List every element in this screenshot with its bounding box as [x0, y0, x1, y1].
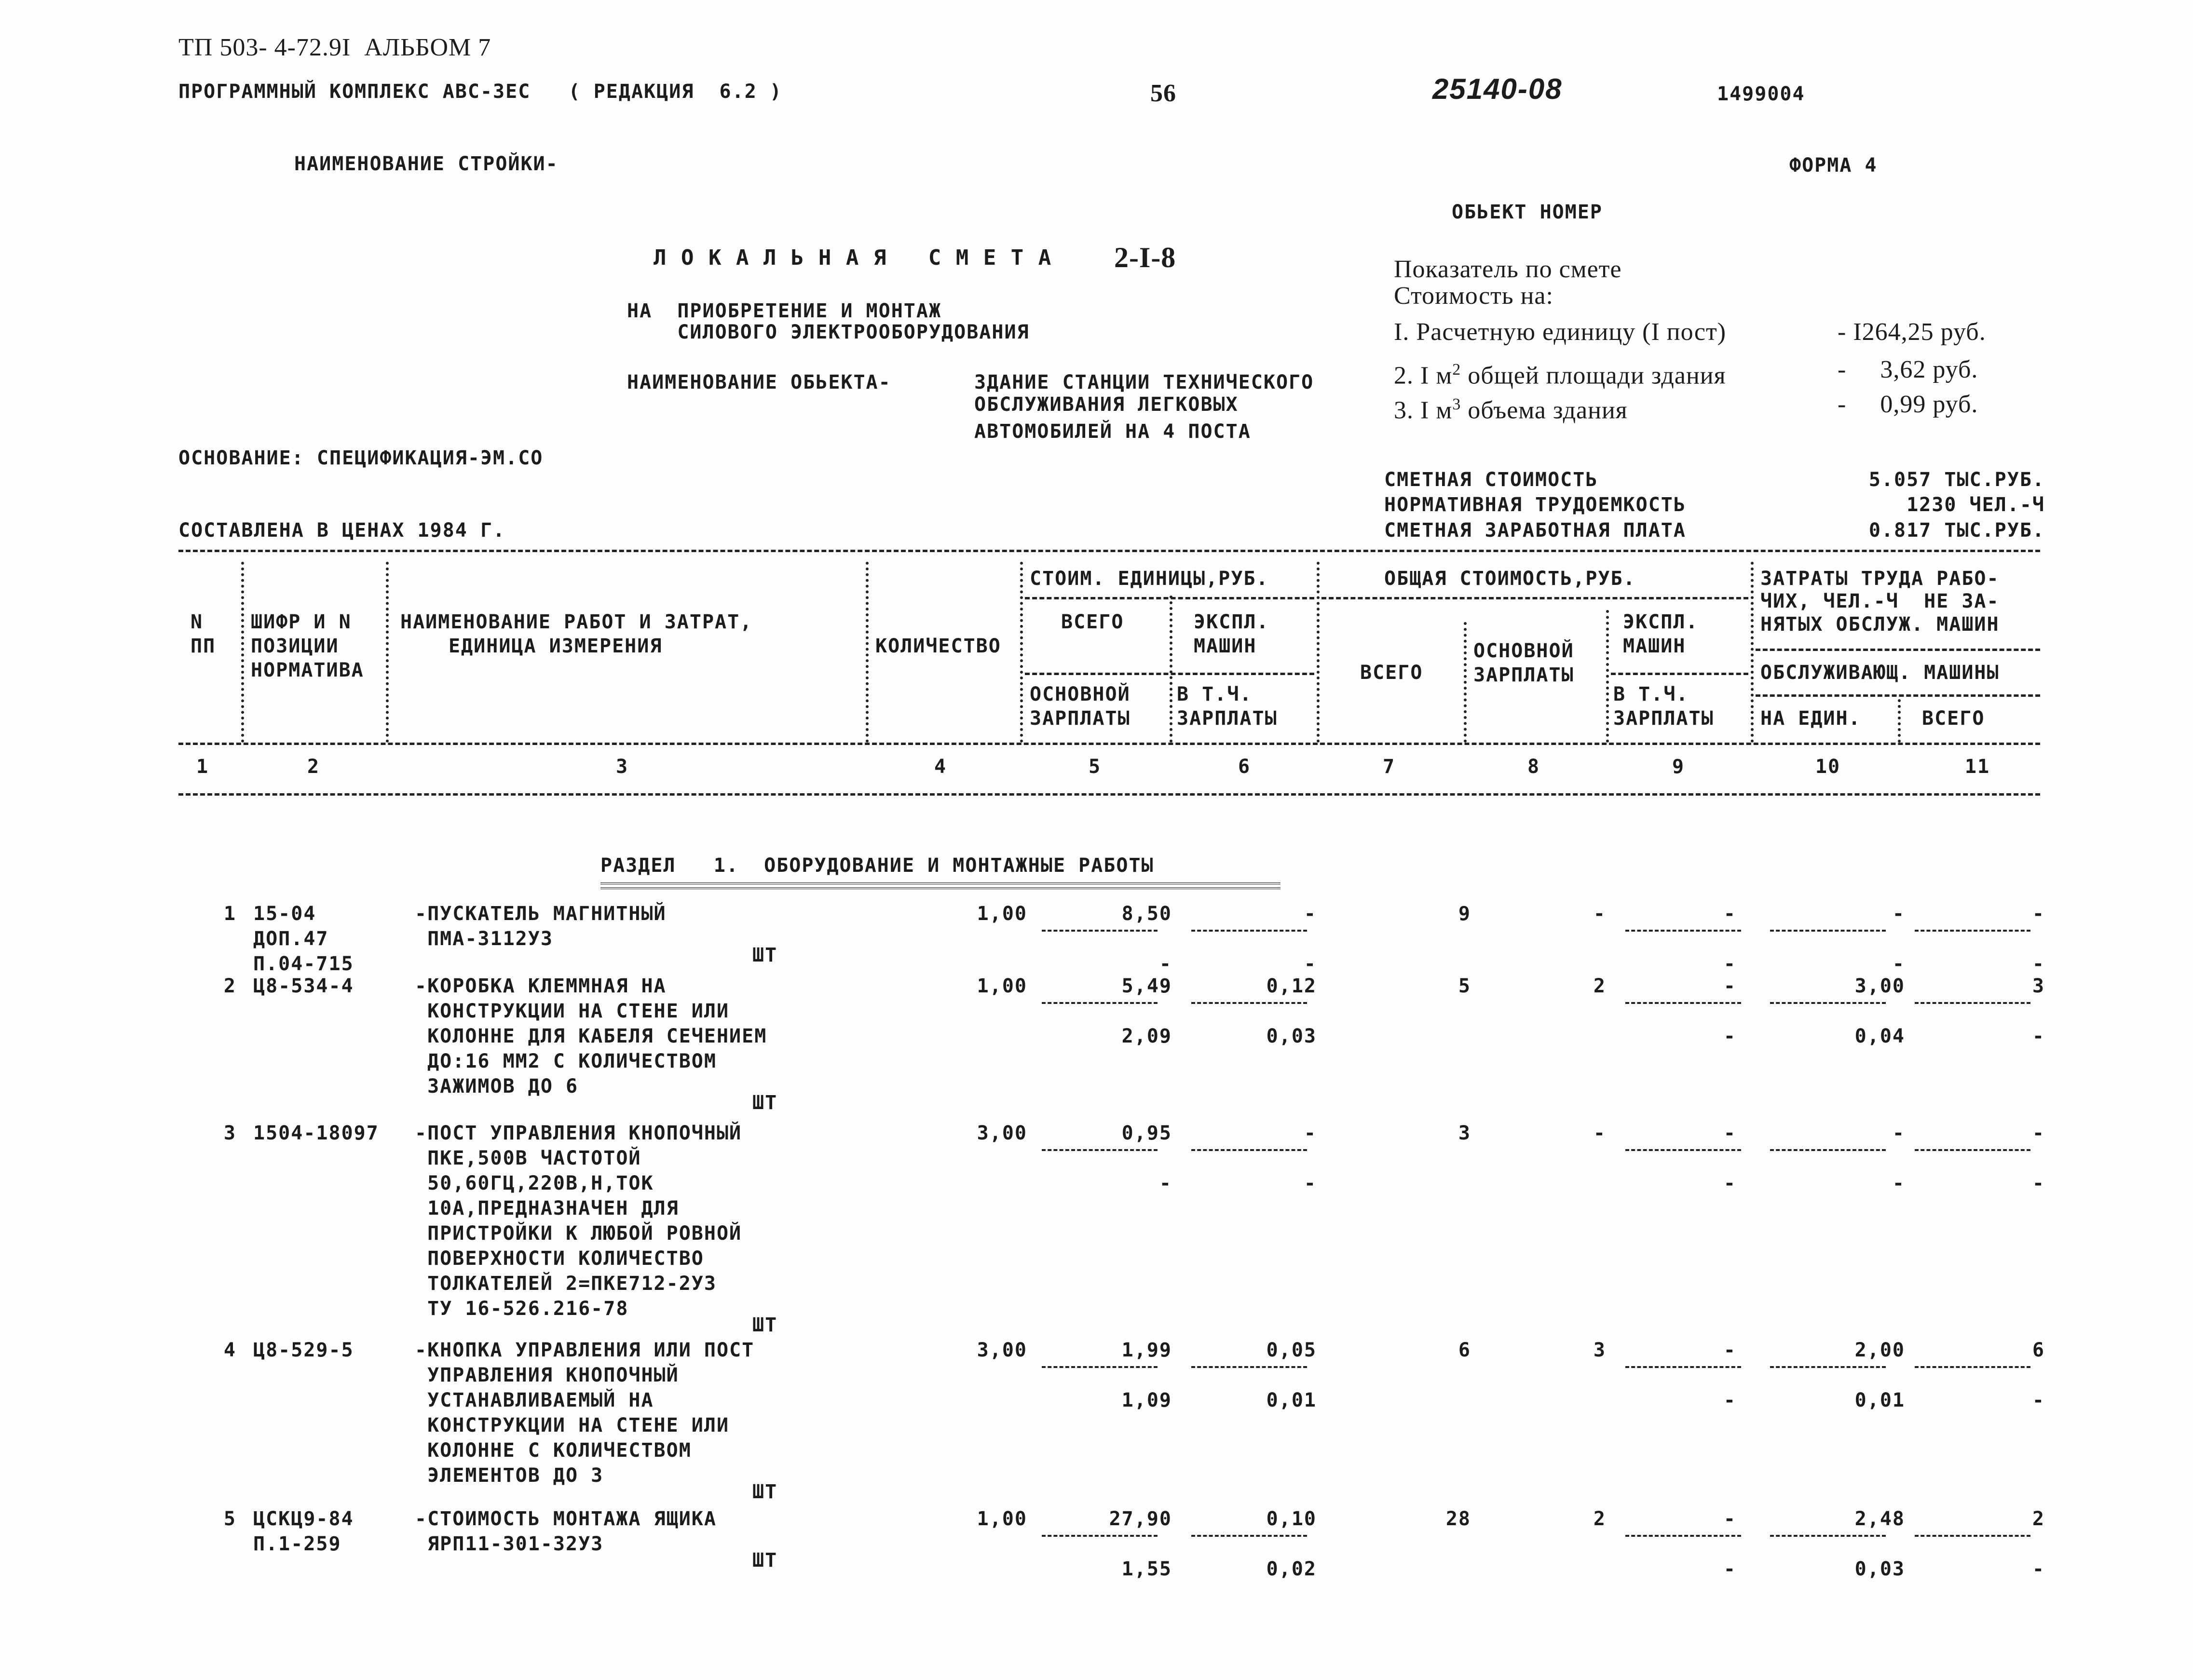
subheader-rule [1611, 673, 1748, 675]
col-sep [1020, 562, 1023, 743]
col-number-11: 11 [1964, 756, 1990, 778]
row-name-line: КОЛОННЕ ДЛЯ КАБЕЛЯ СЕЧЕНИЕМ [415, 1025, 767, 1047]
col6-header-c: В Т.Ч. [1177, 683, 1253, 705]
row-unit: ШТ [752, 1092, 778, 1114]
row-labor-per-unit: 2,00 [1854, 1339, 1905, 1361]
row-code-line: П.1-259 [253, 1533, 341, 1555]
col9-header-a: ЭКСПЛ. [1623, 611, 1699, 633]
col3-header-b: ЕДИНИЦА ИЗМЕРЕНИЯ [449, 635, 663, 657]
row-total-machines: - [1723, 903, 1736, 925]
row-machine-labor-total: - [2032, 1025, 2045, 1047]
row-name-line: ПРИСТРОЙКИ К ЛЮБОЙ РОВНОЙ [415, 1222, 742, 1245]
header-top-rule [178, 550, 2040, 552]
col1011-header-a: ЗАТРАТЫ ТРУДА РАБО- [1760, 568, 2000, 590]
col1011-header-c: НЯТЫХ ОБСЛУЖ. МАШИН [1760, 613, 2000, 636]
col-number-2: 2 [307, 756, 320, 778]
form-label: ФОРМА 4 [1789, 154, 1878, 176]
row-number: 4 [223, 1339, 236, 1361]
row-total-machines: - [1723, 1122, 1736, 1144]
row-name-line: ТУ 16-526.216-78 [415, 1298, 629, 1320]
row-labor-total: 6 [2032, 1339, 2045, 1361]
row-unit-cost-machines: 0,05 [1266, 1339, 1317, 1361]
row-name-line: ПКЕ,500В ЧАСТОТОЙ [415, 1147, 641, 1169]
row-machine-labor-total: - [2032, 1389, 2045, 1411]
col8-header-a: ОСНОВНОЙ [1473, 640, 1574, 662]
row-subrule [1191, 1149, 1307, 1151]
row-labor-per-unit: - [1892, 903, 1905, 925]
page-number: 56 [1150, 80, 1176, 107]
row-labor-total: 3 [2032, 975, 2045, 997]
row-subrule [1915, 1149, 2030, 1151]
col-sep [1751, 562, 1754, 743]
row-unit-machine-wages: 0,02 [1266, 1558, 1317, 1580]
row-number: 2 [223, 975, 236, 997]
col1-header-a: N [191, 611, 204, 633]
indicator-1-label: I. Расчетную единицу (I пост) [1394, 318, 1727, 346]
col6-header-b: МАШИН [1194, 635, 1257, 657]
row-code-line: ЦСКЦ9-84 [253, 1508, 354, 1530]
header-mid-rule [178, 743, 2040, 745]
row-unit-cost-wages: 1,55 [1121, 1558, 1172, 1580]
row-subrule [1625, 930, 1741, 932]
indicator-2-value: - 3,62 руб. [1838, 356, 1978, 383]
object-name-3: АВТОМОБИЛЕЙ НА 4 ПОСТА [974, 420, 1251, 443]
row-name-line: -КОРОБКА КЛЕММНАЯ НА [415, 975, 667, 997]
totals-wage-label: СМЕТНАЯ ЗАРАБОТНАЯ ПЛАТА [1384, 519, 1686, 542]
row-name-line: 10А,ПРЕДНАЗНАЧЕН ДЛЯ [415, 1197, 679, 1219]
subheader-rule [1756, 649, 2040, 651]
row-subrule [1625, 1002, 1741, 1004]
subheader-rule [1025, 597, 1314, 599]
row-quantity: 3,00 [977, 1122, 1027, 1144]
row-code-line: Ц8-529-5 [253, 1339, 354, 1361]
col-sep [1606, 610, 1609, 743]
row-name-line: 50,60ГЦ,220В,Н,ТОК [415, 1172, 654, 1194]
row-total-machines: - [1723, 1339, 1736, 1361]
col9-header-b: МАШИН [1623, 635, 1686, 657]
row-total-machines: - [1723, 1508, 1736, 1530]
col-number-7: 7 [1382, 756, 1396, 778]
row-unit-cost-wages: 2,09 [1121, 1025, 1172, 1047]
col-number-9: 9 [1672, 756, 1685, 778]
row-subrule [1770, 1149, 1886, 1151]
col1011-header-b: ЧИХ, ЧЕЛ.-Ч НЕ ЗА- [1760, 590, 2000, 612]
row-total-machine-wages: - [1723, 1558, 1736, 1580]
row-name-line: -ПУСКАТЕЛЬ МАГНИТНЫЙ [415, 903, 667, 925]
row-subrule [1625, 1535, 1741, 1537]
row-unit-cost-total: 0,95 [1121, 1122, 1172, 1144]
row-subrule [1770, 1535, 1886, 1537]
row-labor-per-unit: 2,48 [1854, 1508, 1905, 1530]
row-code-line: ДОП.47 [253, 928, 329, 950]
row-subrule [1625, 1366, 1741, 1368]
row-name-line: ЯРП11-301-32У3 [415, 1533, 604, 1555]
col10-header: НА ЕДИН. [1760, 707, 1861, 730]
row-unit-cost-machines: - [1304, 1122, 1317, 1144]
row-total-wages: 2 [1593, 1508, 1606, 1530]
row-total-wages: 2 [1593, 975, 1606, 997]
row-subrule [1915, 930, 2030, 932]
row-subrule [1042, 1366, 1158, 1368]
row-name-line: ПОВЕРХНОСТИ КОЛИЧЕСТВО [415, 1247, 704, 1270]
row-name-line: -СТОИМОСТЬ МОНТАЖА ЯЩИКА [415, 1508, 717, 1530]
row-subrule [1770, 1002, 1886, 1004]
purpose-line-1: НА ПРИОБРЕТЕНИЕ И МОНТАЖ [627, 300, 942, 322]
row-name-line: ДО:16 ММ2 С КОЛИЧЕСТВОМ [415, 1050, 717, 1072]
row-unit-cost-total: 27,90 [1109, 1508, 1172, 1530]
col7-header: ВСЕГО [1360, 662, 1423, 684]
row-code-line: Ц8-534-4 [253, 975, 354, 997]
indicator-3-value: - 0,99 руб. [1838, 391, 1978, 418]
row-unit-cost-total: 8,50 [1121, 903, 1172, 925]
col2-header-a: ШИФР И N [251, 611, 352, 633]
row-total-machines: - [1723, 975, 1736, 997]
row-name-line: ПМА-3112У3 [415, 928, 553, 950]
col-sep [386, 562, 389, 743]
row-total-machine-wages: - [1723, 953, 1736, 975]
row-subrule [1042, 1149, 1158, 1151]
col11-header: ВСЕГО [1922, 707, 1985, 730]
row-total-machine-wages: - [1723, 1025, 1736, 1047]
col1-header-b: ПП [191, 635, 216, 657]
col-number-5: 5 [1088, 756, 1102, 778]
row-machine-labor-total: - [2032, 1172, 2045, 1194]
row-unit: ШТ [752, 1549, 778, 1572]
totals-cost-value: 5.057 ТЫС.РУБ. [1868, 469, 2045, 491]
row-machine-labor-total: - [2032, 953, 2045, 975]
row-labor-total: 2 [2032, 1508, 2045, 1530]
handwritten-code: 25140-08 [1432, 73, 1563, 105]
section-underline [600, 882, 1280, 889]
subheader-rule [1756, 694, 2040, 697]
col-sep [1464, 622, 1467, 743]
col6-header-d: ЗАРПЛАТЫ [1177, 707, 1278, 730]
row-labor-total: - [2032, 1122, 2045, 1144]
row-unit-cost-total: 1,99 [1121, 1339, 1172, 1361]
row-total-cost: 28 [1445, 1508, 1471, 1530]
row-subrule [1042, 1002, 1158, 1004]
indicator-1-value: - I264,25 руб. [1838, 318, 1986, 346]
row-unit-machine-wages: 0,01 [1266, 1389, 1317, 1411]
row-subrule [1915, 1366, 2030, 1368]
row-quantity: 1,00 [977, 1508, 1027, 1530]
row-subrule [1191, 930, 1307, 932]
basis-label: ОСНОВАНИЕ: СПЕЦИФИКАЦИЯ-ЭМ.СО [178, 447, 544, 469]
object-name-1: ЗДАНИЕ СТАНЦИИ ТЕХНИЧЕСКОГО [974, 371, 1314, 393]
album-label: ТП 503- 4-72.9I АЛЬБОМ 7 [178, 34, 491, 61]
totals-cost-label: СМЕТНАЯ СТОИМОСТЬ [1384, 469, 1598, 491]
col-number-6: 6 [1238, 756, 1251, 778]
row-name-line: ТОЛКАТЕЛЕЙ 2=ПКЕ712-2У3 [415, 1273, 717, 1295]
col-number-10: 10 [1815, 756, 1841, 778]
row-unit: ШТ [752, 1481, 778, 1503]
estimate-title: Л О К А Л Ь Н А Я С М Е Т А [654, 245, 1052, 270]
row-subrule [1042, 1535, 1158, 1537]
row-subrule [1770, 930, 1886, 932]
row-subrule [1191, 1535, 1307, 1537]
row-name-line: КОНСТРУКЦИИ НА СТЕНЕ ИЛИ [415, 1000, 730, 1022]
col2-header-b: ПОЗИЦИИ [251, 635, 339, 657]
row-total-machine-wages: - [1723, 1389, 1736, 1411]
row-total-wages: - [1593, 903, 1606, 925]
prices-label: СОСТАВЛЕНА В ЦЕНАХ 1984 Г. [178, 519, 506, 542]
row-unit-cost-machines: - [1304, 903, 1317, 925]
row-name-line: -КНОПКА УПРАВЛЕНИЯ ИЛИ ПОСТ [415, 1339, 755, 1361]
row-total-cost: 9 [1458, 903, 1471, 925]
object-label: ОБЬЕКТ НОМЕР [1452, 201, 1603, 223]
col-sep [866, 562, 869, 743]
col-number-8: 8 [1527, 756, 1540, 778]
row-total-cost: 3 [1458, 1122, 1471, 1144]
row-code-line: П.04-715 [253, 953, 354, 975]
col5-header-c: ЗАРПЛАТЫ [1030, 707, 1131, 730]
row-subrule [1625, 1149, 1741, 1151]
col6-header-a: ЭКСПЛ. [1194, 611, 1269, 633]
row-unit-cost-machines: 0,10 [1266, 1508, 1317, 1530]
col2-header-c: НОРМАТИВА [251, 659, 364, 681]
col4-header: КОЛИЧЕСТВО [875, 635, 1001, 657]
row-name-line: КОНСТРУКЦИИ НА СТЕНЕ ИЛИ [415, 1414, 730, 1436]
col9-header-c: В Т.Ч. [1613, 683, 1689, 705]
object-name-label: НАИМЕНОВАНИЕ ОБЬЕКТА- [627, 371, 891, 393]
row-labor-per-unit: - [1892, 1122, 1905, 1144]
row-subrule [1915, 1002, 2030, 1004]
row-unit-cost-machines: 0,12 [1266, 975, 1317, 997]
totals-labor-label: НОРМАТИВНАЯ ТРУДОЕМКОСТЬ [1384, 494, 1686, 516]
row-name-line: УСТАНАВЛИВАЕМЫЙ НА [415, 1389, 654, 1411]
row-labor-total: - [2032, 903, 2045, 925]
row-unit-cost-wages: 1,09 [1121, 1389, 1172, 1411]
row-machine-labor-total: - [2032, 1558, 2045, 1580]
col-sep [1317, 562, 1320, 743]
col-number-3: 3 [615, 756, 629, 778]
row-code-line: 15-04 [253, 903, 316, 925]
row-total-wages: 3 [1593, 1339, 1606, 1361]
row-subrule [1191, 1366, 1307, 1368]
row-name-line: ЗАЖИМОВ ДО 6 [415, 1075, 579, 1097]
row-unit-machine-wages: - [1304, 953, 1317, 975]
col5-header-a: ВСЕГО [1061, 611, 1124, 633]
col-number-4: 4 [934, 756, 947, 778]
row-subrule [1770, 1366, 1886, 1368]
row-unit-machine-wages: 0,03 [1266, 1025, 1317, 1047]
totals-wage-value: 0.817 ТЫС.РУБ. [1868, 519, 2045, 542]
row-name-line: УПРАВЛЕНИЯ КНОПОЧНЫЙ [415, 1364, 679, 1386]
estimate-number: 2-I-8 [1114, 242, 1176, 273]
row-name-line: КОЛОННЕ С КОЛИЧЕСТВОМ [415, 1439, 692, 1462]
indicator-2-label: 2. I $м^2$ общей площади здания [1394, 361, 1726, 390]
row-machine-labor-per-unit: 0,01 [1854, 1389, 1905, 1411]
purpose-line-2: СИЛОВОГО ЭЛЕКТРООБОРУДОВАНИЯ [627, 321, 1030, 343]
program-label: ПРОГРАММНЫЙ КОМПЛЕКС АВС-3ЕС ( РЕДАКЦИЯ 6.2 ) [178, 81, 782, 103]
header-bottom-rule [178, 793, 2040, 796]
row-machine-labor-per-unit: - [1892, 953, 1905, 975]
row-total-cost: 6 [1458, 1339, 1471, 1361]
row-labor-per-unit: 3,00 [1854, 975, 1905, 997]
col9-header-d: ЗАРПЛАТЫ [1613, 707, 1714, 730]
col56-header: СТОИМ. ЕДИНИЦЫ,РУБ. [1030, 568, 1269, 590]
row-subrule [1915, 1535, 2030, 1537]
object-name-2: ОБСЛУЖИВАНИЯ ЛЕГКОВЫХ [974, 393, 1239, 416]
col-sep [1170, 596, 1172, 743]
row-quantity: 1,00 [977, 975, 1027, 997]
col1011-header-d: ОБСЛУЖИВАЮЩ. МАШИНЫ [1760, 662, 2000, 684]
subheader-rule [1321, 597, 1748, 599]
col-number-1: 1 [196, 756, 209, 778]
row-machine-labor-per-unit: - [1892, 1172, 1905, 1194]
section-title: РАЗДЕЛ 1. ОБОРУДОВАНИЕ И МОНТАЖНЫЕ РАБОТЫ [600, 854, 1154, 877]
row-unit-cost-wages: - [1159, 953, 1172, 975]
row-quantity: 3,00 [977, 1339, 1027, 1361]
row-code-line: 1504-18097 [253, 1122, 379, 1144]
indicators-title: Показатель по смете [1394, 256, 1622, 283]
row-quantity: 1,00 [977, 903, 1027, 925]
row-unit-cost-total: 5,49 [1121, 975, 1172, 997]
doc-code: 1499004 [1717, 83, 1805, 105]
col-sep [1898, 699, 1901, 743]
col3-header-a: НАИМЕНОВАНИЕ РАБОТ И ЗАТРАТ, [400, 611, 753, 633]
totals-labor-value: 1230 ЧЕЛ.-Ч [1907, 494, 2045, 516]
subheader-rule [1025, 673, 1314, 675]
row-unit: ШТ [752, 944, 778, 966]
indicator-3-label: 3. I $м^3$ объема здания [1394, 395, 1628, 424]
col5-header-b: ОСНОВНОЙ [1030, 683, 1131, 705]
row-total-cost: 5 [1458, 975, 1471, 997]
row-subrule [1191, 1002, 1307, 1004]
build-name-label: НАИМЕНОВАНИЕ СТРОЙКИ- [294, 153, 558, 175]
row-name-line: ЭЛЕМЕНТОВ ДО 3 [415, 1464, 604, 1487]
col8-header-b: ЗАРПЛАТЫ [1473, 664, 1574, 686]
row-number: 5 [223, 1508, 236, 1530]
row-unit-cost-wages: - [1159, 1172, 1172, 1194]
indicators-subtitle: Стоимость на: [1394, 282, 1553, 310]
col-sep [241, 562, 244, 743]
row-machine-labor-per-unit: 0,04 [1854, 1025, 1905, 1047]
row-name-line: -ПОСТ УПРАВЛЕНИЯ КНОПОЧНЫЙ [415, 1122, 742, 1144]
row-unit-machine-wages: - [1304, 1172, 1317, 1194]
row-unit: ШТ [752, 1314, 778, 1336]
row-machine-labor-per-unit: 0,03 [1854, 1558, 1905, 1580]
row-number: 3 [223, 1122, 236, 1144]
row-total-wages: - [1593, 1122, 1606, 1144]
col79-header: ОБЩАЯ СТОИМОСТЬ,РУБ. [1384, 568, 1636, 590]
row-number: 1 [223, 903, 236, 925]
row-total-machine-wages: - [1723, 1172, 1736, 1194]
row-subrule [1042, 930, 1158, 932]
